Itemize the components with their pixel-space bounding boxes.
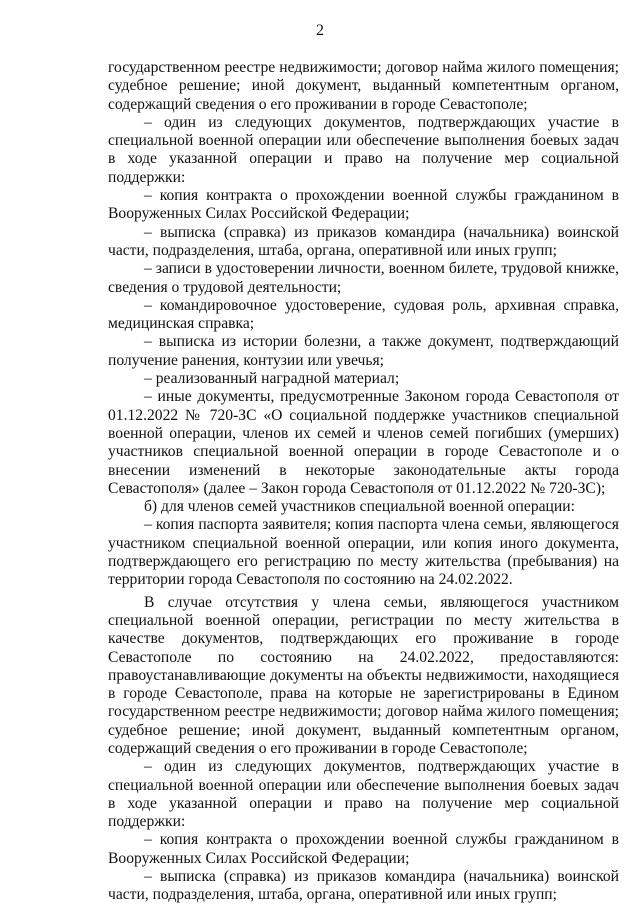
document-body xyxy=(108,59,619,905)
paragraph-list-intro: – один из следующих документов, подтверждающих участие в специальной военной операции или обеспечение выполнения боевых задач в ходе указанной операции и право на получение мер социальной поддержки: xyxy=(108,758,619,831)
paragraph-list-item: – копия паспорта заявителя; копия паспорта члена семьи, являющегося участником специальной военной операции, или копия иного документа, подтверждающего его регистрацию по месту жительства (пребывания) на территории города Севастополя по состоянию на 24.02.2022. xyxy=(108,516,619,589)
page-number: 2 xyxy=(316,22,324,39)
paragraph-list-item: – иные документы, предусмотренные Законом города Севастополя от 01.12.2022 № 720-ЗС «О социальной поддержке участников специальной военной операции, членов их семей и членов семей погибших (умерших) участников специальной военной операции в городе Севастополе и о внесении изменений в некоторые законодательные акты города Севастополя» (далее – Закон города Севастополя от 01.12.2022 № 720-ЗС); xyxy=(108,388,619,497)
paragraph-list-item: – копия контракта о прохождении военной службы гражданином в Вооруженных Силах Российской Федерации; xyxy=(108,187,619,223)
paragraph-continuation: государственном реестре недвижимости; договор найма жилого помещения; судебное решение; иной документ, выданный компетентным органом, содержащий сведения о его проживании в городе Севастополе; xyxy=(108,59,619,113)
paragraph-list-item: – выписка из истории болезни, а также документ, подтверждающий получение ранения, контузии или увечья; xyxy=(108,333,619,369)
paragraph-list-item: – записи в удостоверении личности, военном билете, трудовой книжке, сведения о трудовой деятельности; xyxy=(108,260,619,296)
paragraph-subsection-heading: б) для членов семей участников специальной военной операции: xyxy=(144,498,575,516)
paragraph-list-item: – командировочное удостоверение, судовая роль, архивная справка, медицинская справка; xyxy=(108,296,619,333)
paragraph-list-item: – выписка (справка) из приказов командира (начальника) воинской части, подразделения, штаба, органа, оперативной или иных групп; xyxy=(108,868,619,904)
paragraph-list-item: – копия контракта о прохождении военной службы гражданином в Вооруженных Силах Российской Федерации; xyxy=(108,831,619,867)
paragraph-list-item: – выписка (справка) из приказов командира (начальника) воинской части, подразделения, штаба, органа, оперативной или иных групп; xyxy=(108,223,619,259)
paragraph-list-item: – реализованный наградной материал; xyxy=(144,370,400,388)
paragraph-list-intro: – один из следующих документов, подтверждающих участие в специальной военной операции или обеспечение выполнения боевых задач в ходе указанной операции и право на получение мер социальной поддержки: xyxy=(108,113,619,186)
paragraph-body: В случае отсутствия у члена семьи, являющегося участником специальной военной операции, регистрации по месту жительства в качестве документов, подтверждающих его проживание в городе Севастополе по состоянию на 24.02.2022, предоставляются: правоустанавливающие документы на объекты недвижимости, находящиеся в городе Севастополе, права на которые не зарегистрированы в Едином государственном реестре недвижимости; договор найма жилого помещения; судебное решение; иной документ, выданный компетентным органом, содержащий сведения о его проживании в городе Севастополе; xyxy=(108,593,619,757)
